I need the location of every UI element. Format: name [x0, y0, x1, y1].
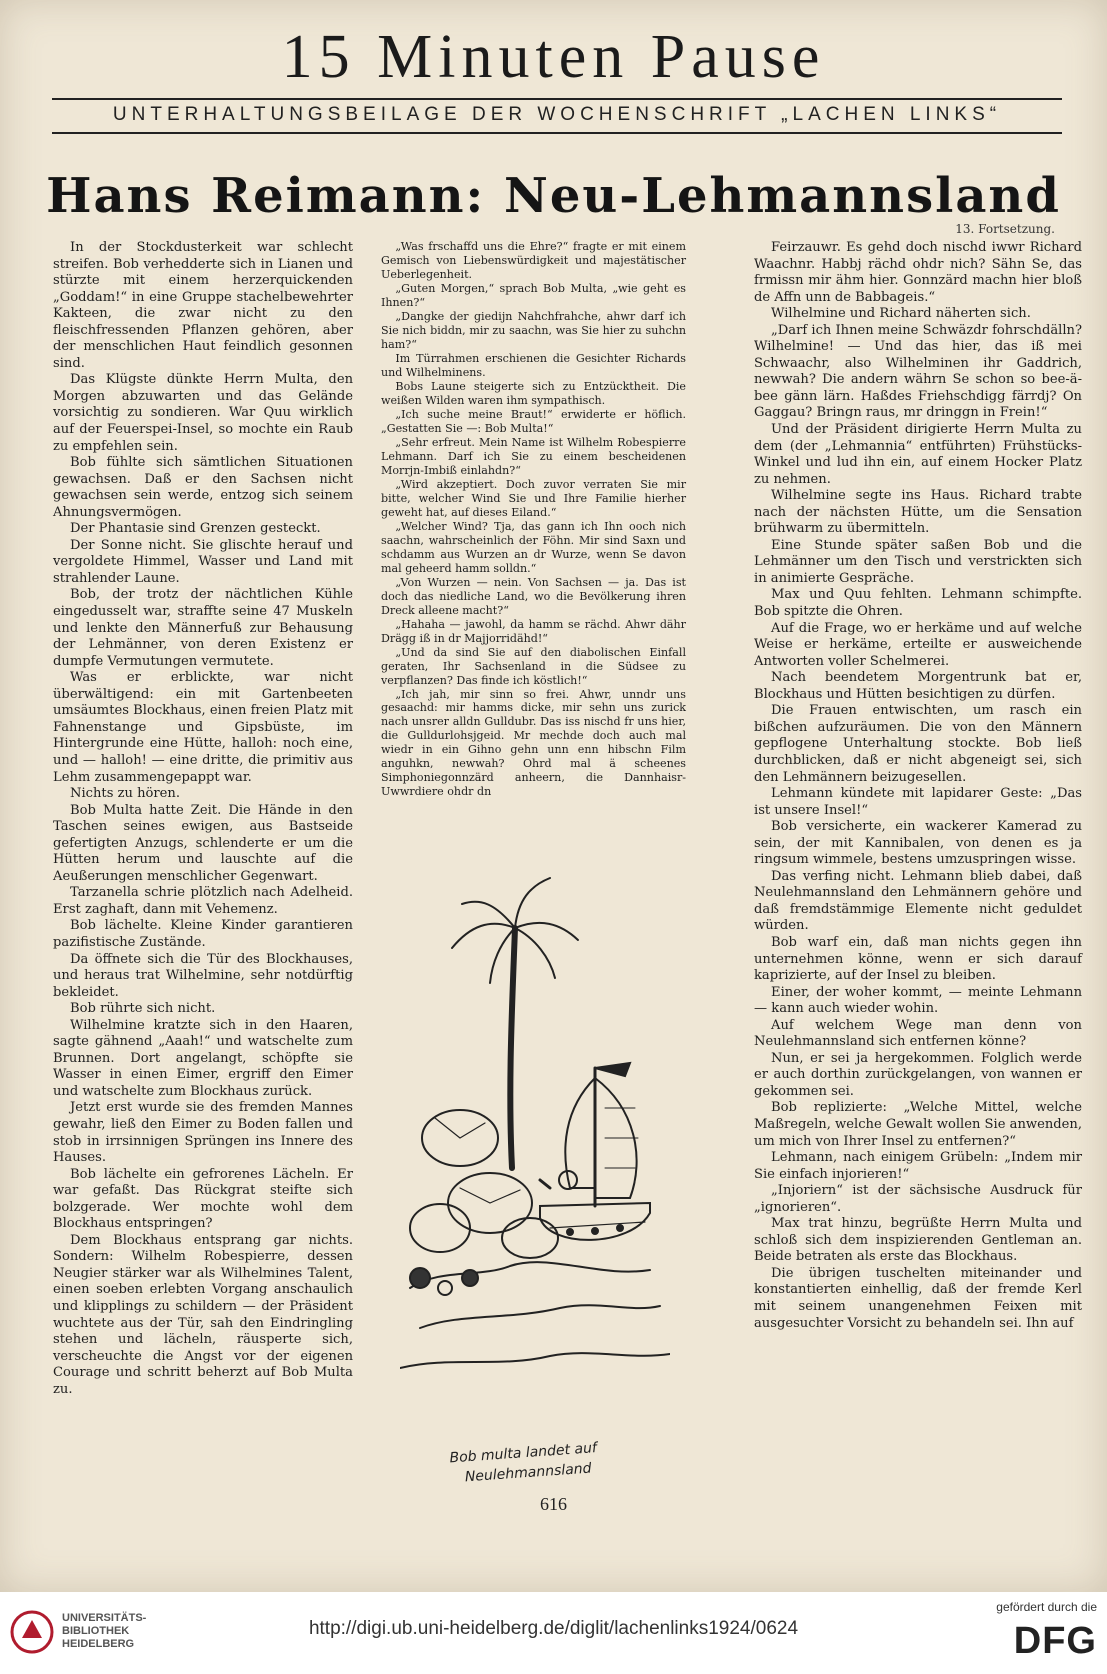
- funded-by-label: gefördert durch die: [996, 1600, 1097, 1614]
- paragraph: Bob Multa hatte Zeit. Die Hände in den Taschen seines ewigen, aus Bastseide gefertigten Anzugs, schlenderte er um die Hütten herum und lauschte auf die Aeußerungen menschlicher Gegenwart.: [53, 802, 353, 884]
- institution-line-3: HEIDELBERG: [62, 1638, 135, 1650]
- paragraph: Im Türrahmen erschienen die Gesichter Richards und Wilhelminens.: [381, 351, 686, 379]
- paragraph: Bob warf ein, daß man nichts gegen ihn unternehmen könne, wenn er sich darauf kaprizierte, auf der Insel zu bleiben.: [754, 934, 1082, 984]
- masthead-rule-bottom: [52, 132, 1062, 134]
- paragraph: Einer, der woher kommt, — meinte Lehmann — kann auch wieder wohin.: [754, 984, 1082, 1017]
- paragraph: Max und Quu fehlten. Lehmann schimpfte. Bob spitzte die Ohren.: [754, 587, 1082, 620]
- paragraph: „Dangke der giedijn Nahchfrahche, ahwr darf ich Sie nich biddn, mir zu saachn, was Sie hier zu suhchn ham?“: [381, 309, 686, 351]
- paragraph: Bobs Laune steigerte sich zu Entzücktheit. Die weißen Wilden waren ihm sympathisch.: [381, 379, 686, 407]
- digitization-footer: [0, 1592, 1107, 1674]
- caption-line-1: Bob multa landet auf: [449, 1440, 598, 1467]
- paragraph: „Wird akzeptiert. Doch zuvor verraten Sie mir bitte, welcher Wind Sie und Ihre Familie hierher geweht hat, auf dieses Eiland.“: [381, 477, 686, 519]
- paragraph: Das verfing nicht. Lehmann blieb dabei, daß Neulehmannsland den Lehmännern gehöre und daß fremdstämmige Elemente nicht geduldet würden.: [754, 868, 1082, 934]
- paragraph: „Guten Morgen,“ sprach Bob Multa, „wie geht es Ihnen?“: [381, 281, 686, 309]
- paragraph: Bob versicherte, ein wackerer Kamerad zu sein, der mit Kannibalen, von denen es ja ringsum wimmele, bestens umzuspringen wisse.: [754, 819, 1082, 868]
- paragraph: „Was frschaffd uns die Ehre?“ fragte er mit einem Gemisch von Liebenswürdigkeit und majestätischer Ueberlegenheit.: [381, 240, 686, 281]
- paragraph: Der Phantasie sind Grenzen gesteckt.: [70, 521, 321, 537]
- paragraph: „Welcher Wind? Tja, das gann ich Ihn ooch nich saachn, wahrscheinlich der Föhn. Mir sind Saxn und schdamm aus Wurzen an dr Wurze, wenn Se davon mal geheerd hamm solldn.“: [381, 519, 686, 575]
- paragraph: Wilhelmine und Richard näherten sich.: [771, 306, 1031, 322]
- paragraph: Lehmann kündete mit lapidarer Geste: „Das ist unsere Insel!“: [754, 786, 1082, 818]
- article-title: Hans Reimann: Neu-Lehmannsland: [46, 168, 1061, 224]
- caption-line-2: Neulehmannsland: [464, 1460, 593, 1486]
- paragraph: Dem Blockhaus entsprang gar nichts. Sondern: Wilhelm Robespierre, dessen Neugier stärker war als Wilhelmines Talent, einen soeben erlebten Vorgang anschaulich und klipplings zu schildern — der Präsident wuchtete aus der Tür, sah den Eindringling stehen und lächeln, räusperte sich, verscheuchte die Angst vor der eigenen Courage und schritt beherzt auf Bob Multa zu.: [53, 1232, 353, 1397]
- paragraph: Max trat hinzu, begrüßte Herrn Multa und schloß sich dem inspizierenden Gentleman an. Beide betraten als erste das Blockhaus.: [754, 1216, 1082, 1265]
- text-column-1: [53, 240, 353, 1488]
- paragraph: Bob, der trotz der nächtlichen Kühle eingedusselt war, straffte seine 47 Muskeln und lenkte den Männerfuß zur Behausung der Lehmänner, von deren Existenz er dumpfe Vermutungen vermutete.: [53, 587, 353, 669]
- paragraph: Bob rührte sich nicht.: [70, 1001, 216, 1017]
- paragraph: Der Sonne nicht. Sie glischte herauf und vergoldete Himmel, Wasser und Land mit strahlender Laune.: [53, 537, 353, 586]
- paragraph: Auf welchem Wege man denn von Neulehmannsland sich entfernen könne?: [754, 1017, 1082, 1050]
- paragraph: Bob replizierte: „Welche Mittel, welche Maßregeln, welche Gewalt wollen Sie anwenden, um mich von Ihrer Insel zu entfernen?“: [754, 1100, 1082, 1149]
- paragraph: Da öffnete sich die Tür des Blockhauses, und heraus trat Wilhelmine, sehr notdürftig bekleidet.: [53, 951, 353, 1000]
- paragraph: Lehmann, nach einigem Grübeln: „Indem mir Sie einfach injorieren!“: [754, 1150, 1082, 1182]
- paragraph: „Ich suche meine Braut!“ erwiderte er höflich. „Gestatten Sie —: Bob Multa!“: [381, 407, 686, 435]
- page-number: 616: [540, 1494, 567, 1514]
- island-ship-illustration: [400, 808, 670, 1498]
- institution-line-1: UNIVERSITÄTS-: [62, 1612, 147, 1624]
- paragraph: Feirzauwr. Es gehd doch nischd iwwr Richard Waachnr. Habbj rächd ohdr nich? Sähn Se, das frmissn mir ähm hier. Gonnzärd machn hier bloß de Affn unn de Babbageis.“: [754, 240, 1082, 305]
- paragraph: Bob lächelte. Kleine Kinder garantieren pazifistische Zustände.: [53, 918, 353, 950]
- paragraph: Das Klügste dünkte Herrn Multa, den Morgen abzuwarten und das Gelände vorsichtig zu sondieren. War Quu wirklich auf der Feuerspei-Insel, so mochte ein Raub zu empfehlen sein.: [53, 372, 353, 454]
- paragraph: Nun, er sei ja hergekommen. Folglich werde er auch dorthin zurückgelangen, von wannen er gekommen sei.: [754, 1050, 1082, 1099]
- paragraph: Tarzanella schrie plötzlich nach Adelheid. Erst zaghaft, dann mit Vehemenz.: [53, 885, 353, 917]
- institution-line-2: BIBLIOTHEK: [62, 1625, 130, 1637]
- paragraph: „Injoriern“ ist der sächsische Ausdruck für „ignorieren“.: [754, 1183, 1082, 1215]
- paragraph: Die Frauen entwischten, um rasch ein bißchen aufzuräumen. Die von den Männern gepflogene Unterhaltung stockte. Bob ließ durchblicken, daß er nicht abgeneigt sei, sich den Lehmännern beizugesellen.: [754, 703, 1082, 785]
- masthead-rule-top: [52, 98, 1062, 100]
- masthead-title: 15 Minuten Pause: [281, 23, 826, 91]
- paragraph: Eine Stunde später saßen Bob und die Lehmänner um den Tisch und verstrickten sich in animierte Gespräche.: [754, 537, 1082, 586]
- text-column-3: [754, 240, 1082, 1488]
- paragraph: In der Stockdusterkeit war schlecht streifen. Bob verhedderte sich in Lianen und stürzte mit einem herzerquickenden „Goddam!“ in eine Gruppe stachelbewehrter Kakteen, die zwar nicht zu den fleischfressenden Pflanzen gehören, aber der menschlichen Haut feindlich gesonnen sind.: [53, 240, 353, 371]
- paragraph: Wilhelmine kratzte sich in den Haaren, sagte gähnend „Aaah!“ und watschelte zum Brunnen. Dort angelangt, schöpfte sie Wasser in einen Eimer, ergriff den Eimer und watschelte zum Blockhaus zurück.: [53, 1017, 353, 1099]
- paragraph: Jetzt erst wurde sie des fremden Mannes gewahr, ließ den Eimer zu Boden fallen und stob in irrsinnigen Sprüngen ins Innere des Hauses.: [53, 1100, 353, 1166]
- paragraph: Bob fühlte sich sämtlichen Situationen gewachsen. Daß er den Sachsen nicht gewachsen sein werde, entzog sich seinem Ahnungsvermögen.: [53, 455, 353, 520]
- paragraph: „Darf ich Ihnen meine Schwäzdr fohrschdälln? Wilhelmine! — Und das hier, das iß mei Schwaachr, also Wilhelminen ihr Gaddrich, newwah? Die andern währn Se schon so bee-ä-bee gänn lärn. Haßdes Friehschdigg färrdj? On Gaggau? Bringn raus, mr dringgn in Frein!“: [754, 322, 1082, 421]
- installment-note: 13. Fortsetzung.: [955, 222, 1055, 236]
- text-column-2: [381, 240, 686, 800]
- paragraph: Bob lächelte ein gefrorenes Lächeln. Er war gefaßt. Das Rückgrat steifte sich bolzgerade. Wer mochte wohl dem Blockhaus entspringen?: [53, 1166, 353, 1232]
- paragraph: Wilhelmine segte ins Haus. Richard trabte nach der nächsten Hütte, um die Sensation brühwarm zu übermitteln.: [754, 488, 1082, 537]
- dfg-logo: DFG: [1013, 1620, 1097, 1662]
- paragraph: „Und da sind Sie auf den diabolischen Einfall geraten, Ihr Sachsenland in die Südsee zu verpflanzen? Das finde ich köstlich!“: [381, 645, 686, 687]
- paragraph: Die übrigen tuschelten miteinander und konstantierten einhellig, daß der fremde Kerl mit seinem unangenehmen Feixen mit ausgesuchter Vorsicht zu behandeln sei. Ihn auf: [754, 1265, 1082, 1331]
- paragraph: „Sehr erfreut. Mein Name ist Wilhelm Robespierre Lehmann. Darf ich Sie zu einem bescheidenen Morrjn-Imbiß einlahdn?“: [381, 435, 686, 477]
- paragraph: Auf die Frage, wo er herkäme und auf welche Weise er herkäme, erteilte er ausweichende Antworten voller Schelmerei.: [754, 620, 1082, 669]
- masthead-subtitle: UNTERHALTUNGSBEILAGE DER WOCHENSCHRIFT „LACHEN LINKS“: [112, 104, 1002, 125]
- paragraph: Was er erblickte, war nicht überwältigend: ein mit Gartenbeeten umsäumtes Blockhaus, einen freien Platz mit Fahnenstange und Gipsbüste, im Hintergrunde eine Hütte, halloh: noch eine, und — halloh! — eine dritte, die primitiv aus Lehm zusammengepappt war.: [53, 670, 353, 785]
- source-url-link[interactable]: http://digi.ub.uni-heidelberg.de/diglit/lachenlinks1924/0624: [308, 1618, 799, 1639]
- paragraph: Nach beendetem Morgentrunk bat er, Blockhaus und Hütten besichtigen zu dürfen.: [754, 670, 1082, 702]
- paragraph: „Von Wurzen — nein. Von Sachsen — ja. Das ist doch das niedliche Land, wo die Bevölkerung ihren Dreck alleene macht?“: [381, 575, 686, 617]
- paragraph: Und der Präsident dirigierte Herrn Multa zu dem (der „Lehmannia“ entführten) Frühstücks-Winkel und lud ihn ein, auf einem Hocker Platz zu nehmen.: [754, 422, 1082, 487]
- paragraph: „Ich jah, mir sinn so frei. Ahwr, unndr uns gesaachd: mir hamms dicke, mir sehn uns zurick nach unsrer alldn Gulldubr. Das iss nischd fr uns hier, die Gulldurlohsjgeid. Mr mechde doch auch mal wiedr in ein Gihno gehn unn enn hibschn Film anguhkn, newwah? Ohrd mal ä scheenes Simphoniegonnzärd anheern, die Dannhaisr-Uwwrdiere ohdr dn: [381, 687, 686, 799]
- paragraph: „Hahaha — jawohl, da hamm se rächd. Ahwr dähr Drägg iß in dr Majjorridähd!“: [381, 617, 686, 645]
- paragraph: Nichts zu hören.: [70, 786, 180, 802]
